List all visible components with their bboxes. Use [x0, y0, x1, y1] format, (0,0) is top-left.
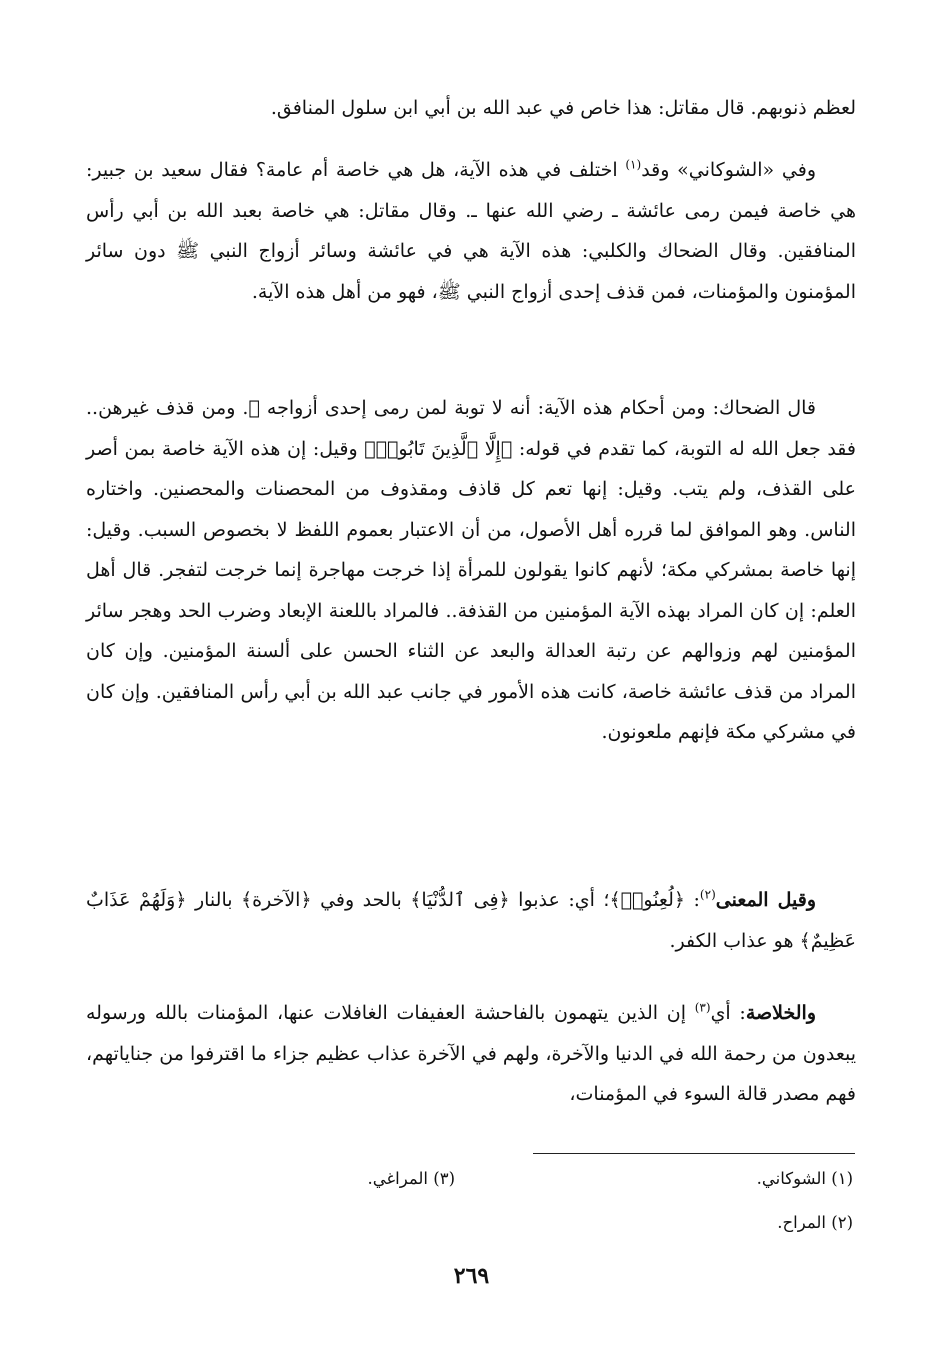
paragraph-5-start: : أي — [710, 1002, 746, 1024]
paragraph-4 — [86, 880, 856, 961]
footnote-ref-2: (٢) — [699, 887, 716, 902]
footnote-3: (٣) المراغي. — [367, 1169, 455, 1188]
paragraph-2 — [86, 150, 856, 312]
paragraph-4-label: وقيل المعنى — [715, 889, 816, 911]
paragraph-5-label: والخلاصة — [745, 1002, 817, 1024]
footnote-divider — [533, 1153, 855, 1154]
footnote-ref-1: (١) — [625, 157, 642, 172]
footnote-2: (٢) المراح. — [777, 1213, 853, 1232]
paragraph-4-body: : ﴿لُعِنُوا۟﴾؛ أي: عذبوا ﴿فِى ٱلدُّنْيَا﴾ بالحد وفي ﴿الآخرة﴾ بالنار ﴿وَلَهُمْ عَذَابٌ عَظِيمٌ﴾ هو عذاب الكفر. — [86, 889, 856, 952]
paragraph-3: قال الضحاك: ومن أحكام هذه الآية: أنه لا توبة لمن رمى إحدى أزواجه ﷺ. ومن قذف غيرهن.. فقد جعل الله له التوبة، كما تقدم في قوله: ﴿إِلَّا ٱلَّذِينَ تَابُوا۟﴾ وقيل: إن هذه الآية خاصة بمن أصر على القذف، ولم يتب. وقيل: إنها تعم كل قاذف ومقذوف من المحصنات والمحصنين. واختاره الناس. وهو الموافق لما قرره أهل الأصول، من أن الاعتبار بعموم اللفظ لا بخصوص السبب. وقيل: إنها خاصة بمشركي مكة؛ لأنهم كانوا يقولون للمرأة إذا خرجت مهاجرة إنما خرجت لتفجر. قال أهل العلم: إن كان المراد بهذه الآية المؤمنين من القذفة.. فالمراد باللعنة الإبعاد وضرب الحد وهجر سائر المؤمنين لهم وزوالهم عن رتبة العدالة والبعد عن الثناء الحسن على ألسنة المؤمنين. وإن كان المراد من قذف عائشة خاصة، كانت هذه الأمور في جانب عبد الله بن أبي رأس المنافقين. وإن كان في مشركي مكة فإنهم ملعونون. — [86, 397, 856, 743]
paragraph-2-start: وفي «الشوكاني» وقد — [641, 159, 816, 181]
paragraph-1: لعظم ذنوبهم. قال مقاتل: هذا خاص في عبد الله بن أبي ابن سلول المنافق. — [270, 97, 856, 119]
footnote-ref-3: (٣) — [694, 1000, 711, 1015]
paragraph-2-body: اختلف في هذه الآية، هل هي خاصة أم عامة؟ فقال سعيد بن جبير: هي خاصة فيمن رمى عائشة ـ رضي الله عنها ـ. وقال مقاتل: هي خاصة بعبد الله بن أبي رأس المنافقين. وقال الضحاك والكلبي: هذه الآية هي في عائشة وسائر أزواج النبي ﷺ دون سائر المؤمنون والمؤمنات، فمن قذف إحدى أزواج النبي ﷺ، فهو من أهل هذه الآية. — [86, 159, 856, 303]
paragraph-5 — [86, 993, 856, 1115]
page-number: ٢٦٩ — [453, 1263, 490, 1289]
paragraph-5-body: إن الذين يتهمون بالفاحشة العفيفات الغافلات عنها، المؤمنات بالله ورسوله يبعدون من رحمة الله في الدنيا والآخرة، ولهم في الآخرة عذاب عظيم جزاء ما اقترفوا من جناياتهم، فهم مصدر قالة السوء في المؤمنات، — [86, 1002, 856, 1105]
footnote-1: (١) الشوكاني. — [756, 1169, 853, 1188]
